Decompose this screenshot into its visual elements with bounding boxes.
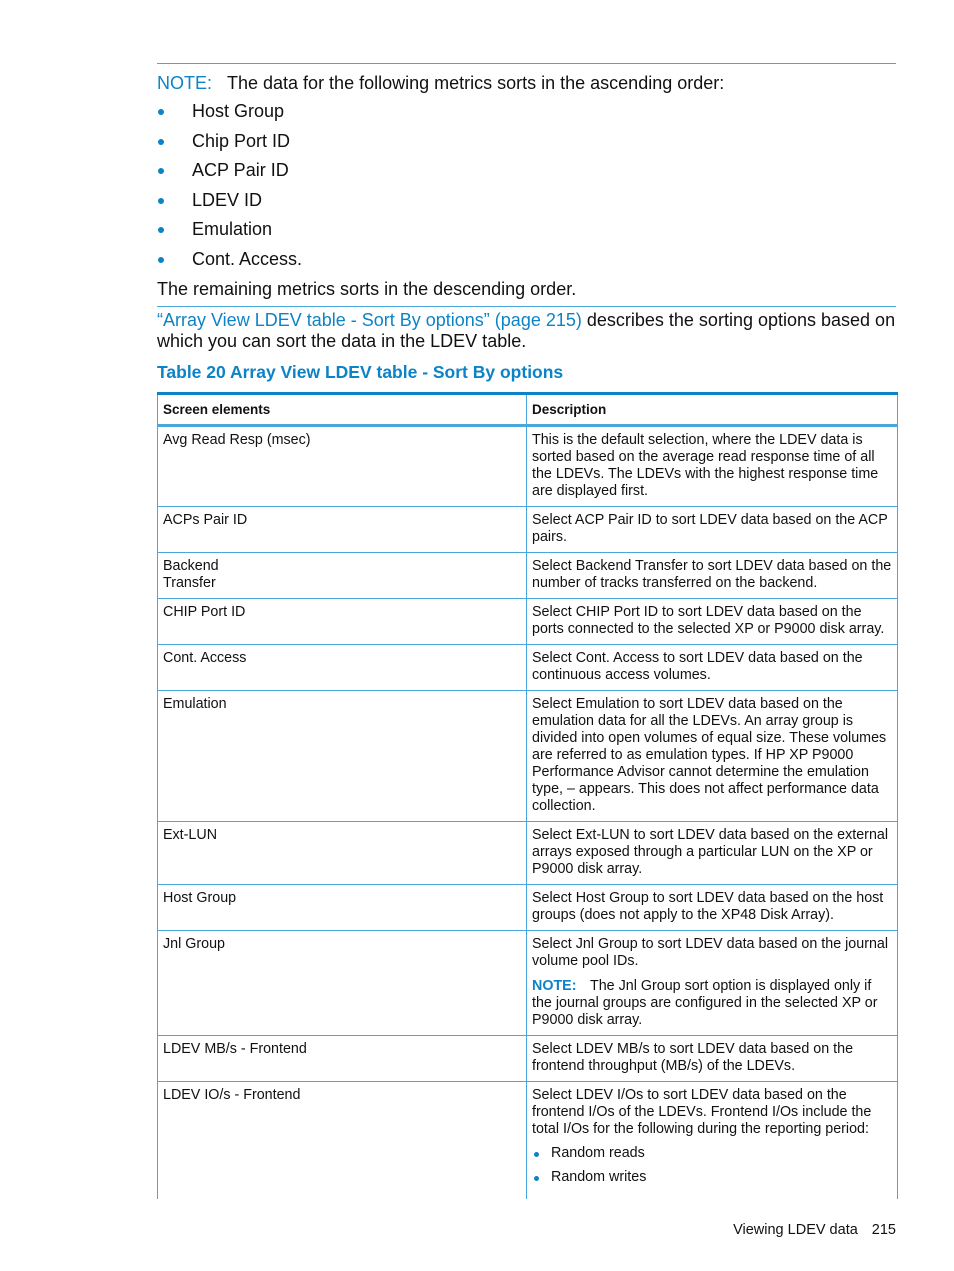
screen-element-cell: Ext-LUN	[158, 822, 527, 885]
page-number: 215	[871, 1222, 896, 1238]
bullet-icon	[158, 257, 164, 263]
cell-note-label: NOTE:	[532, 978, 577, 994]
note-text: The data for the following metrics sorts in the ascending order:	[227, 73, 725, 93]
bullet-icon	[158, 109, 164, 115]
description-cell	[527, 931, 898, 1036]
page-footer	[733, 1222, 896, 1238]
table-header-row	[158, 394, 898, 426]
screen-element-cell: Backend Transfer	[158, 553, 527, 599]
column-header-screen-elements: Screen elements	[158, 394, 527, 426]
screen-element-cell: LDEV MB/s - Frontend	[158, 1036, 527, 1082]
table-row	[158, 599, 898, 645]
description-cell	[527, 1082, 898, 1200]
table-row	[158, 822, 898, 885]
screen-element-cell: ACPs Pair ID	[158, 507, 527, 553]
table-row	[158, 885, 898, 931]
bullet-icon	[158, 198, 164, 204]
list-item: Host Group	[157, 100, 896, 122]
list-item: Cont. Access.	[157, 248, 896, 270]
bullet-icon	[534, 1152, 539, 1157]
list-item: Random writes	[532, 1169, 892, 1186]
bullet-icon	[158, 227, 164, 233]
note-block	[157, 63, 896, 307]
screen-element-cell: Avg Read Resp (msec)	[158, 426, 527, 507]
table-title: Table 20 Array View LDEV table - Sort By options	[157, 362, 564, 382]
table-row	[158, 691, 898, 822]
screen-element-cell: LDEV IO/s - Frontend	[158, 1082, 527, 1200]
intro-text: describes the sorting options based on which you can sort the data in the LDEV table.	[157, 310, 896, 351]
sort-options-table	[157, 392, 898, 1199]
screen-element-cell: Emulation	[158, 691, 527, 822]
screen-element-cell: Jnl Group	[158, 931, 527, 1036]
screen-element-cell: Host Group	[158, 885, 527, 931]
table-row	[158, 931, 898, 1036]
bullet-icon	[158, 168, 164, 174]
description-text: Select LDEV I/Os to sort LDEV data based on the frontend I/Os of the LDEVs. Frontend I/Os include the total I/Os for the following during the reporting period:	[532, 1087, 872, 1137]
bullet-icon	[534, 1176, 539, 1181]
table-row	[158, 1036, 898, 1082]
list-item: Chip Port ID	[157, 130, 896, 152]
table-reference-link[interactable]: “Array View LDEV table - Sort By options” (page 215)	[157, 310, 582, 330]
list-item: LDEV ID	[157, 189, 896, 211]
footer-section-title: Viewing LDEV data	[733, 1222, 858, 1238]
description-cell: Select Backend Transfer to sort LDEV data based on the number of tracks transferred on the backend.	[527, 553, 898, 599]
description-cell: Select Emulation to sort LDEV data based on the emulation data for all the LDEVs. An array group is divided into open volumes of equal size. These volumes are referred to as emulation types. If HP XP P9000 Performance Advisor cannot determine the emulation type, – appears. This does not affect performance data collection.	[527, 691, 898, 822]
frontend-io-list	[532, 1145, 892, 1186]
table-row	[158, 1082, 898, 1200]
description-cell: Select Cont. Access to sort LDEV data based on the continuous access volumes.	[527, 645, 898, 691]
description-cell: Select ACP Pair ID to sort LDEV data based on the ACP pairs.	[527, 507, 898, 553]
table-row	[158, 507, 898, 553]
description-cell: Select Ext-LUN to sort LDEV data based on the external arrays exposed through a particular LUN on the XP or P9000 disk array.	[527, 822, 898, 885]
note-label: NOTE:	[157, 73, 213, 93]
table-row	[158, 645, 898, 691]
list-item: ACP Pair ID	[157, 159, 896, 181]
description-text: Select Jnl Group to sort LDEV data based on the journal volume pool IDs.	[532, 936, 889, 969]
description-cell: Select LDEV MB/s to sort LDEV data based on the frontend throughput (MB/s) of the LDEVs.	[527, 1036, 898, 1082]
bullet-icon	[158, 139, 164, 145]
remaining-metrics-text: The remaining metrics sorts in the descending order.	[157, 278, 896, 307]
table-row	[158, 553, 898, 599]
description-cell: Select CHIP Port ID to sort LDEV data based on the ports connected to the selected XP or P9000 disk array.	[527, 599, 898, 645]
cell-note-text: The Jnl Group sort option is displayed only if the journal groups are configured in the selected XP or P9000 disk array.	[532, 978, 878, 1028]
screen-element-cell: CHIP Port ID	[158, 599, 527, 645]
description-cell: This is the default selection, where the LDEV data is sorted based on the average read response time of all the LDEVs. The LDEVs with the highest response time are displayed first.	[527, 426, 898, 507]
list-item: Emulation	[157, 218, 896, 240]
intro-paragraph	[157, 310, 896, 352]
note-heading	[157, 72, 896, 94]
table-row	[158, 426, 898, 507]
cell-note	[532, 978, 892, 1029]
column-header-description: Description	[527, 394, 898, 426]
ascending-metrics-list	[157, 100, 896, 270]
screen-element-cell: Cont. Access	[158, 645, 527, 691]
description-cell: Select Host Group to sort LDEV data based on the host groups (does not apply to the XP48 Disk Array).	[527, 885, 898, 931]
list-item: Random reads	[532, 1145, 892, 1162]
